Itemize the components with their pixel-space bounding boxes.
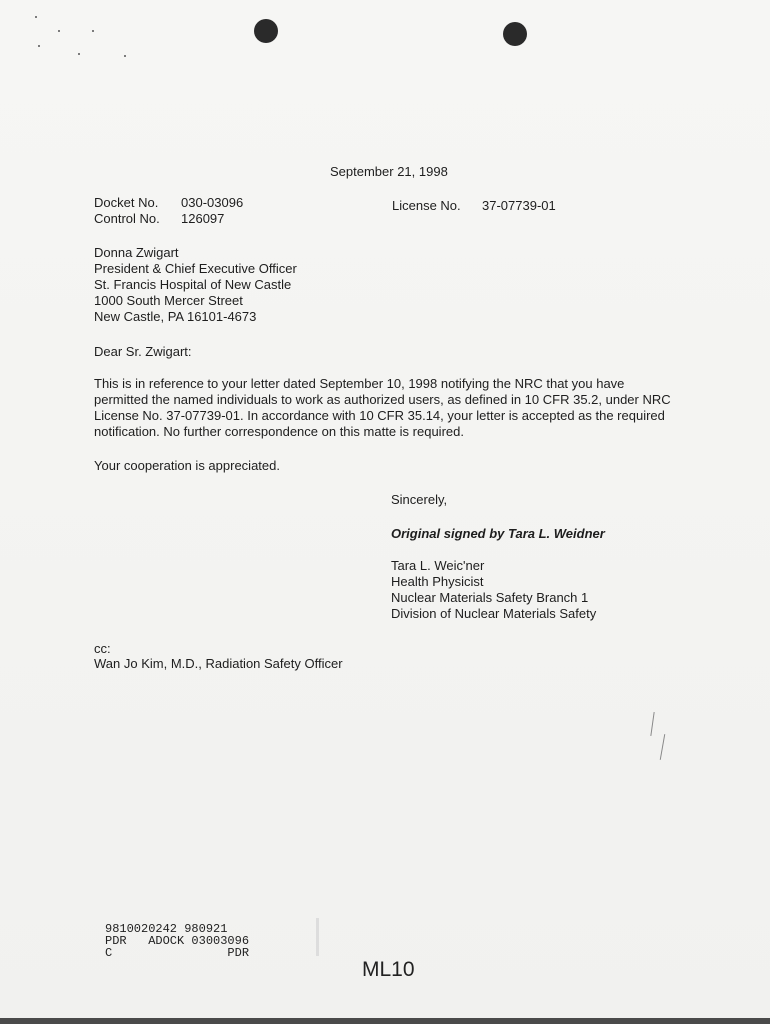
body-paragraph: This is in reference to your letter dated September 10, 1998 notifying the NRC that you have permitted the named individuals to work as authorized users, as defined in 10 CFR 35.2, under NRC License No. 37-07739-01. In accordance with 10 CFR 35.14, your letter is accepted as the required notification. No further correspondence on this matte is required.	[94, 376, 671, 439]
letter-date: September 21, 1998	[330, 164, 448, 179]
scan-speck	[92, 30, 94, 32]
accession-stamp-line-3: C PDR	[105, 946, 250, 960]
control-label: Control No.	[94, 211, 160, 226]
punch-hole-right	[503, 22, 527, 46]
signatory-branch: Nuclear Materials Safety Branch 1	[391, 590, 589, 605]
scan-speck	[124, 55, 126, 57]
recipient-street: 1000 South Mercer Street	[94, 293, 243, 308]
signatory-name: Tara L. Weic'ner	[391, 558, 485, 573]
license-label: License No.	[392, 198, 461, 213]
license-number: 37-07739-01	[482, 198, 556, 213]
signed-note: Original signed by Tara L. Weidner	[391, 526, 605, 541]
recipient-address	[94, 245, 297, 325]
accession-stamp-line-1: 9810020242 980921	[105, 922, 228, 936]
signature-block	[391, 558, 596, 622]
recipient-city: New Castle, PA 16101-4673	[94, 309, 257, 324]
accession-stamp-line-2: PDR ADOCK 03003096	[105, 934, 250, 948]
closing-paragraph: Your cooperation is appreciated.	[94, 458, 280, 473]
cc-label: cc:	[94, 641, 111, 656]
recipient-organization: St. Francis Hospital of New Castle	[94, 277, 292, 292]
scan-speck	[78, 53, 80, 55]
handwritten-mark	[650, 712, 654, 736]
signatory-division: Division of Nuclear Materials Safety	[391, 606, 597, 621]
scan-bottom-edge	[0, 1018, 770, 1024]
cc-recipient: Wan Jo Kim, M.D., Radiation Safety Officer	[94, 656, 343, 671]
handwritten-mark	[660, 734, 665, 760]
docket-number: 030-03096	[181, 195, 244, 210]
docket-label: Docket No.	[94, 195, 159, 210]
salutation: Dear Sr. Zwigart:	[94, 344, 192, 359]
punch-hole-left	[254, 19, 278, 43]
scan-speck	[35, 16, 37, 18]
footer-code: ML10	[362, 958, 415, 981]
closing: Sincerely,	[391, 492, 448, 507]
scan-artifact	[316, 918, 319, 956]
recipient-title: President & Chief Executive Officer	[94, 261, 297, 276]
signatory-title: Health Physicist	[391, 574, 484, 589]
scan-speck	[38, 45, 40, 47]
control-number: 126097	[181, 211, 225, 226]
scan-speck	[58, 30, 60, 32]
recipient-name: Donna Zwigart	[94, 245, 179, 260]
